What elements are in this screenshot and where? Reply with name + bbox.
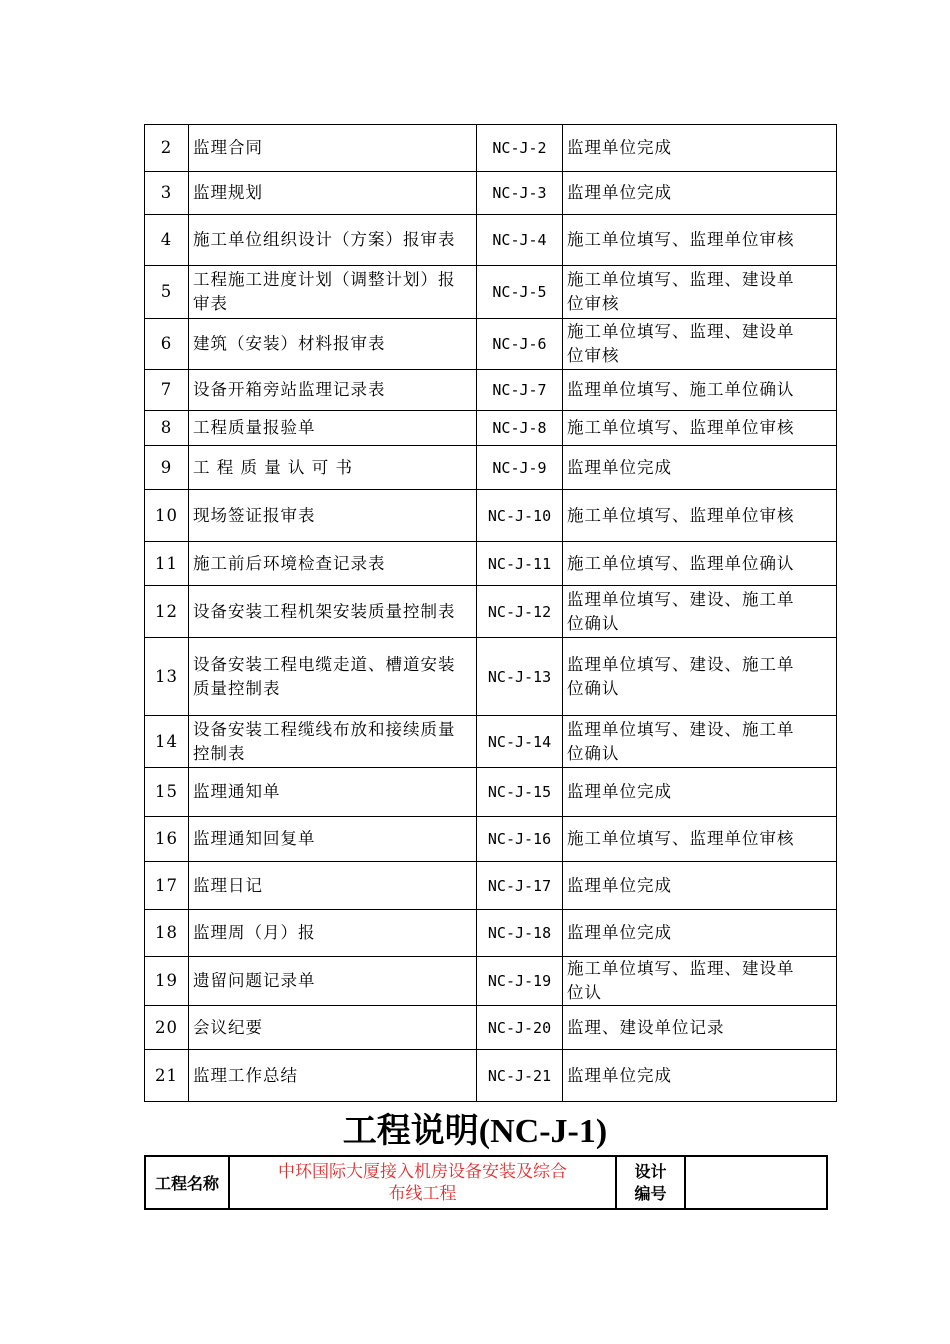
- row-number: 20: [145, 1006, 189, 1050]
- row-number: 21: [145, 1050, 189, 1102]
- row-document-code: NC-J-14: [477, 716, 563, 768]
- table-row: [145, 586, 837, 638]
- row-document-name-line: 监理日记: [193, 875, 263, 895]
- row-document-name-line: 监理合同: [193, 138, 263, 157]
- row-document-name-line: 监理周（月）报: [193, 923, 316, 942]
- row-responsibility-text: 施工单位填写、监理单位审核: [567, 230, 795, 249]
- row-document-name-line: 工 程 质 量 认 可 书: [193, 457, 353, 477]
- table-row: [145, 266, 837, 319]
- row-document-code: NC-J-4: [477, 215, 563, 266]
- row-responsibility: [563, 817, 837, 862]
- row-number: 6: [145, 319, 189, 370]
- row-responsibility: [563, 910, 837, 957]
- table-row: [145, 172, 837, 215]
- row-document-code: NC-J-3: [477, 172, 563, 215]
- row-responsibility: [563, 1050, 837, 1102]
- row-document-name: [189, 542, 477, 586]
- row-document-name: [189, 446, 477, 490]
- table-row: [145, 490, 837, 542]
- row-responsibility-text: 监理单位填写、施工单位确认: [567, 380, 795, 399]
- row-document-name-line: 设备开箱旁站监理记录表: [193, 380, 386, 399]
- row-document-name: [189, 411, 477, 446]
- document-list-body: [145, 125, 837, 1102]
- row-document-name: [189, 862, 477, 910]
- project-info-table: [144, 1155, 828, 1210]
- row-number: 5: [145, 266, 189, 319]
- row-document-name: [189, 817, 477, 862]
- row-responsibility: [563, 768, 837, 817]
- row-document-code: NC-J-16: [477, 817, 563, 862]
- row-document-name-line: 会议纪要: [193, 1017, 263, 1037]
- row-responsibility: [563, 125, 837, 172]
- row-responsibility: [563, 716, 837, 768]
- row-document-code: NC-J-17: [477, 862, 563, 910]
- row-document-name: [189, 716, 477, 768]
- row-document-name: [189, 957, 477, 1006]
- row-document-name: [189, 490, 477, 542]
- row-document-name-line: 设备安装工程机架安装质量控制表: [193, 601, 456, 621]
- row-document-name: [189, 638, 477, 716]
- table-row: [145, 1006, 837, 1050]
- row-responsibility-text: 施工单位填写、监理、建设单位审核: [567, 270, 795, 313]
- row-responsibility-text: 施工单位填写、监理单位审核: [567, 505, 795, 525]
- row-document-name: [189, 1050, 477, 1102]
- row-document-name: [189, 370, 477, 411]
- row-document-name-line: 施工单位组织设计（方案）报审表: [193, 230, 456, 249]
- row-document-name-line: 监理通知单: [193, 782, 281, 801]
- row-document-code: NC-J-2: [477, 125, 563, 172]
- row-responsibility-text: 监理单位完成: [567, 183, 672, 202]
- row-document-code: NC-J-21: [477, 1050, 563, 1102]
- row-number: 10: [145, 490, 189, 542]
- row-number: 19: [145, 957, 189, 1006]
- row-responsibility-text: 监理单位完成: [567, 875, 672, 895]
- design-number-label: [616, 1156, 685, 1209]
- row-responsibility-text: 监理单位完成: [567, 457, 672, 477]
- row-document-name-line: 工程施工进度计划（调整计划）报审表: [193, 270, 456, 313]
- row-document-name-line: 质量控制表: [193, 678, 281, 698]
- row-responsibility-text: 监理单位完成: [567, 138, 672, 157]
- row-responsibility-text: 施工单位填写、监理、建设单位审核: [567, 322, 795, 365]
- row-document-name-line: 现场签证报审表: [193, 505, 316, 525]
- row-responsibility-text: 监理单位填写、建设、施工单位确认: [567, 654, 795, 698]
- design-number-value[interactable]: [685, 1156, 827, 1209]
- row-document-name: [189, 768, 477, 817]
- row-document-name: [189, 125, 477, 172]
- row-number: 4: [145, 215, 189, 266]
- row-responsibility: [563, 957, 837, 1006]
- table-row: [145, 817, 837, 862]
- row-document-name-line: 监理通知回复单: [193, 829, 316, 848]
- row-responsibility-text: 施工单位填写、监理单位审核: [567, 829, 795, 848]
- row-number: 17: [145, 862, 189, 910]
- row-document-code: NC-J-20: [477, 1006, 563, 1050]
- table-row: [145, 125, 837, 172]
- row-responsibility-text: 监理单位完成: [567, 782, 672, 801]
- row-number: 18: [145, 910, 189, 957]
- row-number: 16: [145, 817, 189, 862]
- row-responsibility: [563, 319, 837, 370]
- table-row: [145, 910, 837, 957]
- row-responsibility: [563, 586, 837, 638]
- row-responsibility: [563, 490, 837, 542]
- row-document-code: NC-J-8: [477, 411, 563, 446]
- row-document-code: NC-J-13: [477, 638, 563, 716]
- table-row: [145, 215, 837, 266]
- row-document-name: [189, 910, 477, 957]
- row-document-code: NC-J-5: [477, 266, 563, 319]
- table-row: [145, 638, 837, 716]
- row-document-name-line: 监理规划: [193, 183, 263, 202]
- row-document-name-line: 施工前后环境检查记录表: [193, 553, 386, 573]
- row-number: 12: [145, 586, 189, 638]
- design-number-label-text: 设计编号: [634, 1161, 667, 1203]
- row-document-name-line: 建筑（安装）材料报审表: [193, 334, 386, 353]
- row-number: 13: [145, 638, 189, 716]
- row-responsibility-text: 施工单位填写、监理单位审核: [567, 418, 795, 437]
- table-row: [145, 411, 837, 446]
- row-number: 8: [145, 411, 189, 446]
- table-row: [145, 768, 837, 817]
- row-document-name-line: 监理工作总结: [193, 1065, 298, 1085]
- row-document-name: [189, 319, 477, 370]
- project-name-text: 中环国际大厦接入机房设备安装及综合布线工程: [278, 1161, 567, 1204]
- table-row: [145, 716, 837, 768]
- section-title: 工程说明(NC-J-1): [342, 1113, 608, 1150]
- row-document-code: NC-J-9: [477, 446, 563, 490]
- table-row: [145, 319, 837, 370]
- row-document-code: NC-J-11: [477, 542, 563, 586]
- row-responsibility-text: 监理单位填写、建设、施工单位确认: [567, 719, 795, 763]
- table-row: [145, 957, 837, 1006]
- row-number: 2: [145, 125, 189, 172]
- row-document-code: NC-J-15: [477, 768, 563, 817]
- row-responsibility-text: 施工单位填写、监理单位确认: [567, 553, 795, 573]
- row-document-name: [189, 266, 477, 319]
- row-document-code: NC-J-18: [477, 910, 563, 957]
- row-document-code: NC-J-19: [477, 957, 563, 1006]
- row-document-code: NC-J-7: [477, 370, 563, 411]
- table-row: [145, 542, 837, 586]
- row-responsibility: [563, 638, 837, 716]
- row-document-code: NC-J-12: [477, 586, 563, 638]
- row-number: 15: [145, 768, 189, 817]
- row-responsibility: [563, 542, 837, 586]
- row-responsibility-text: 施工单位填写、监理、建设单位认: [567, 959, 795, 1002]
- table-row: [145, 370, 837, 411]
- row-number: 7: [145, 370, 189, 411]
- row-number: 9: [145, 446, 189, 490]
- row-document-name-line: 遗留问题记录单: [193, 971, 316, 990]
- row-responsibility: [563, 370, 837, 411]
- row-document-name: [189, 1006, 477, 1050]
- table-row: [145, 862, 837, 910]
- row-responsibility: [563, 862, 837, 910]
- row-responsibility-text: 监理单位完成: [567, 923, 672, 942]
- table-row: [145, 1050, 837, 1102]
- row-responsibility: [563, 172, 837, 215]
- row-document-name: [189, 215, 477, 266]
- document-list-table: [144, 124, 837, 1102]
- row-number: 11: [145, 542, 189, 586]
- row-number: 3: [145, 172, 189, 215]
- row-document-name: [189, 586, 477, 638]
- row-document-code: NC-J-6: [477, 319, 563, 370]
- row-responsibility-text: 监理、建设单位记录: [567, 1017, 725, 1037]
- row-responsibility: [563, 1006, 837, 1050]
- table-row: [145, 446, 837, 490]
- row-document-name-line: 设备安装工程缆线布放和接续质量控制表: [193, 719, 456, 763]
- row-document-name: [189, 172, 477, 215]
- row-number: 14: [145, 716, 189, 768]
- row-responsibility: [563, 215, 837, 266]
- row-document-code: NC-J-10: [477, 490, 563, 542]
- row-document-name-line: 设备安装工程电缆走道、槽道安装: [193, 654, 456, 674]
- row-responsibility: [563, 446, 837, 490]
- project-name-label: 工程名称: [145, 1156, 229, 1209]
- row-responsibility-text: 监理单位完成: [567, 1065, 672, 1085]
- row-responsibility: [563, 411, 837, 446]
- row-responsibility: [563, 266, 837, 319]
- row-responsibility-text: 监理单位填写、建设、施工单位确认: [567, 589, 795, 633]
- project-name-value: [229, 1156, 616, 1209]
- row-document-name-line: 工程质量报验单: [193, 418, 316, 437]
